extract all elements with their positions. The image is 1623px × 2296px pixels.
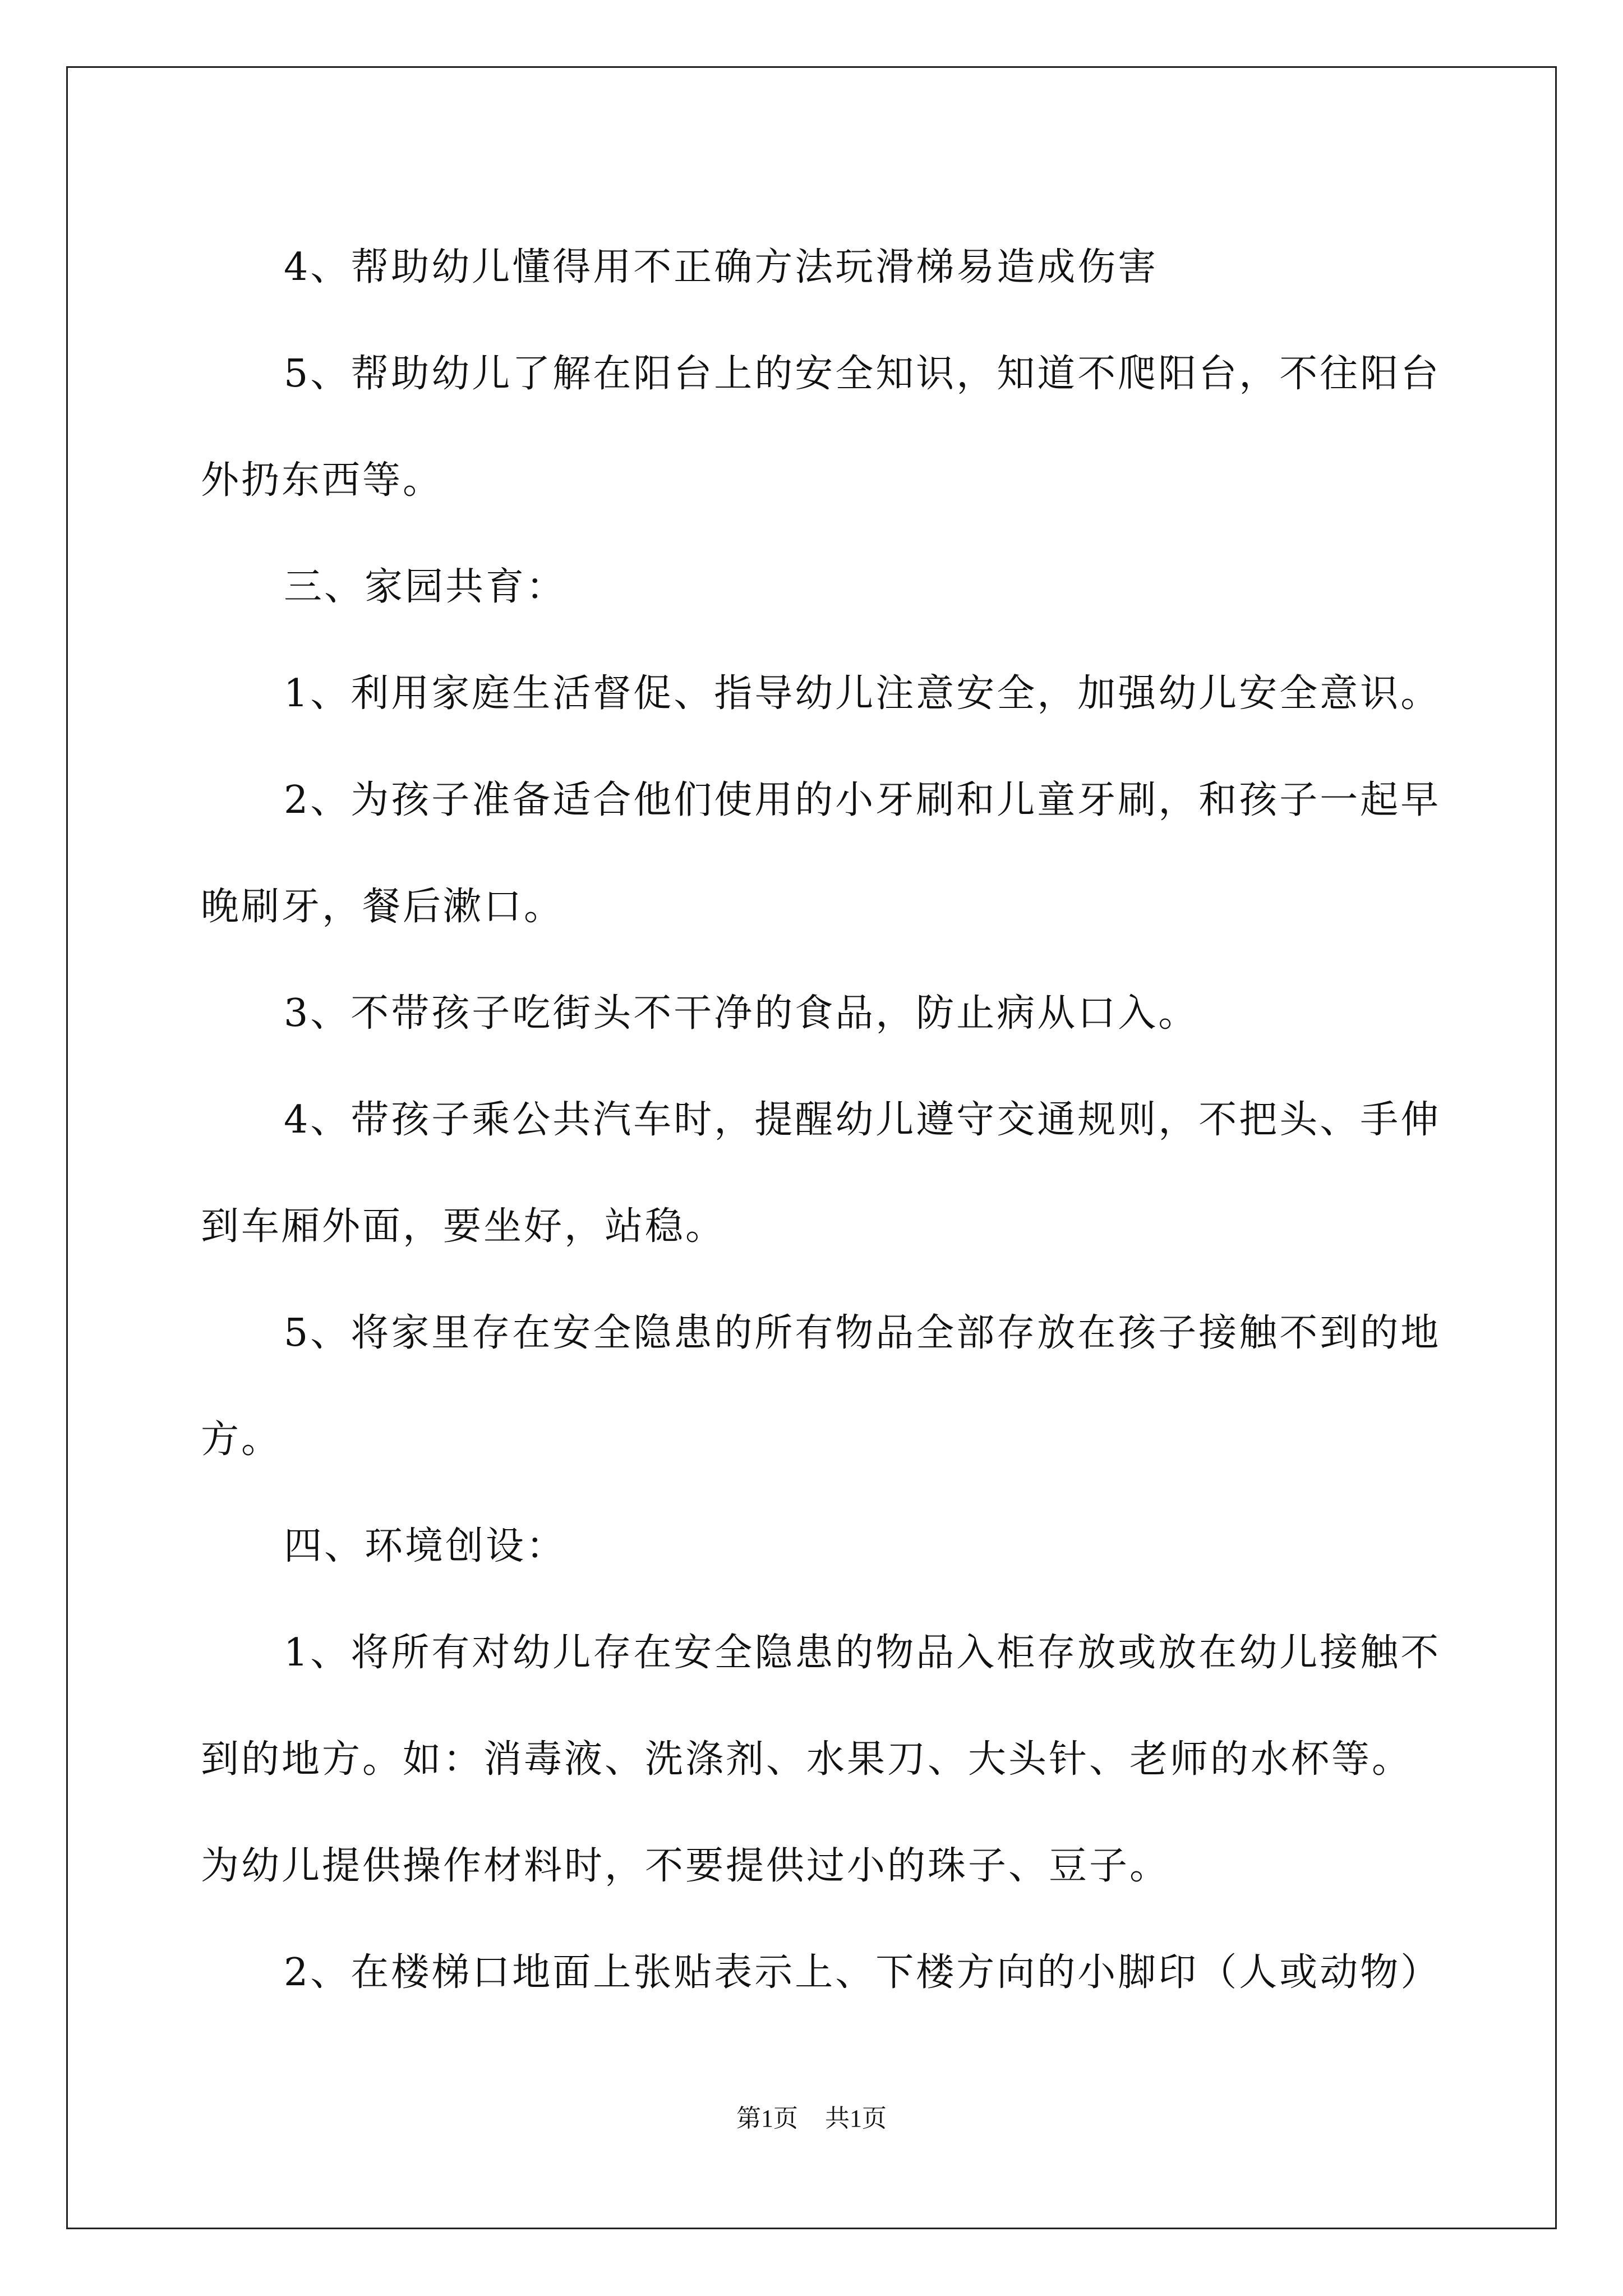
paragraph-line: 3、不带孩子吃街头不干净的食品，防止病从口入。 — [284, 991, 1199, 1036]
section-heading: 三、家园共育： — [284, 565, 567, 609]
paragraph-line: 2、为孩子准备适合他们使用的小牙刷和儿童牙刷，和孩子一起早 — [284, 778, 1441, 822]
paragraph-line: 1、将所有对幼儿存在安全隐患的物品入柜存放或放在幼儿接触不 — [284, 1631, 1441, 1675]
paragraph-line: 到的地方。如：消毒液、洗涤剂、水果刀、大头针、老师的水杯等。 — [201, 1737, 1413, 1782]
document-body — [201, 214, 1441, 2026]
paragraph-line: 5、帮助幼儿了解在阳台上的安全知识，知道不爬阳台，不往阳台 — [284, 352, 1441, 396]
paragraph-line: 到车厢外面，要坐好，站稳。 — [201, 1204, 726, 1249]
paragraph-line: 2、在楼梯口地面上张贴表示上、下楼方向的小脚印（人或动物） — [284, 1950, 1441, 1995]
page-footer — [0, 2098, 1623, 2134]
page-total: 共1页 — [825, 2105, 887, 2132]
paragraph-line: 外扔东西等。 — [201, 458, 444, 503]
section-heading: 四、环境创设： — [284, 1524, 567, 1568]
paragraph-line: 方。 — [201, 1418, 282, 1462]
paragraph-line: 5、将家里存在安全隐患的所有物品全部存放在孩子接触不到的地 — [284, 1311, 1441, 1355]
paragraph-line: 1、利用家庭生活督促、指导幼儿注意安全，加强幼儿安全意识。 — [284, 671, 1441, 716]
paragraph-line: 晚刷牙，餐后漱口。 — [201, 885, 565, 929]
paragraph-line: 为幼儿提供操作材料时，不要提供过小的珠子、豆子。 — [201, 1844, 1170, 1888]
paragraph-line: 4、带孩子乘公共汽车时，提醒幼儿遵守交通规则，不把头、手伸 — [284, 1098, 1441, 1142]
paragraph-line: 4、帮助幼儿懂得用不正确方法玩滑梯易造成伤害 — [284, 245, 1159, 289]
page-number: 第1页 — [736, 2105, 798, 2132]
